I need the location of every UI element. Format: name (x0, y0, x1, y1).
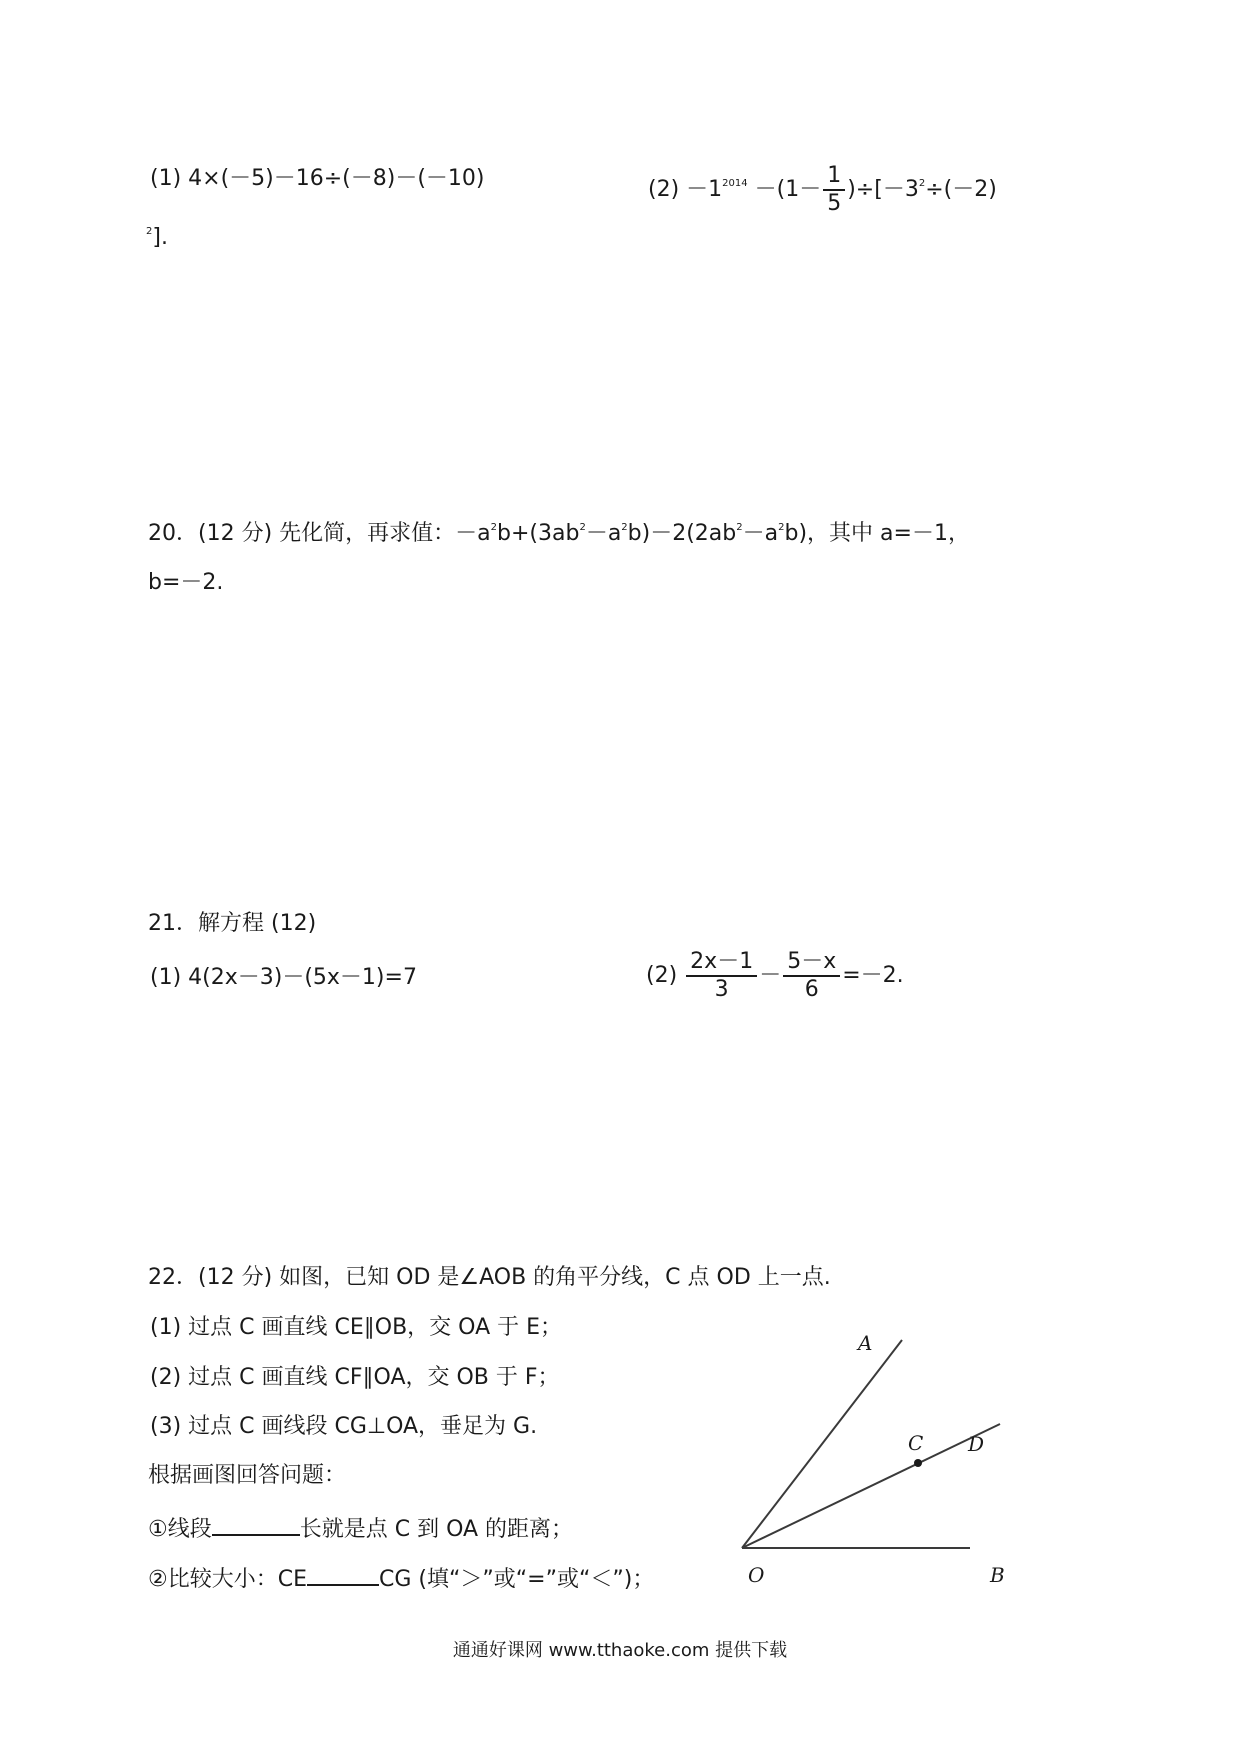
q20-square-4: 2 (736, 522, 743, 533)
q22-question-2-prefix: ②比较大小：CE (148, 1567, 307, 1592)
q19-part2-term-c: )÷[－3 (847, 177, 919, 202)
q19-part1: (1) 4×(－5)－16÷(－8)－(－10) (150, 166, 485, 191)
q20-square-1: 2 (490, 522, 497, 533)
q19-part2 (648, 163, 997, 217)
ray-OD (742, 1424, 1000, 1548)
q22-question-2-suffix: CG (填“＞”或“=”或“＜”)； (379, 1567, 655, 1592)
q19-part2-term-d: ÷(－2) (925, 177, 997, 202)
q20-text-c: －a (585, 521, 622, 546)
q22-question-2 (148, 1560, 654, 1596)
answer-blank-2[interactable] (307, 1560, 379, 1586)
q19-continuation-end: ]. (152, 225, 168, 250)
angle-bisector-figure (730, 1320, 1020, 1600)
label-B: B (990, 1563, 1005, 1587)
page-footer: 通通好课网 www.tthaoke.com 提供下载 (452, 1640, 788, 1661)
q21-fraction-2 (783, 949, 840, 1003)
q20-square-5: 2 (778, 522, 785, 533)
q22-step-1: (1) 过点 C 画直线 CE∥OB，交 OA 于 E； (150, 1315, 563, 1340)
q22-question-1 (148, 1510, 573, 1546)
q21-fraction-2-numerator: 5－x (783, 949, 840, 977)
q22-question-1-suffix: 长就是点 C 到 OA 的距离； (299, 1517, 574, 1542)
label-A: A (858, 1331, 873, 1355)
q21-part2-label: (2) (646, 963, 678, 988)
q20-text-a: 20．(12 分) 先化简，再求值：－a (148, 521, 491, 546)
q21-part2 (646, 944, 904, 1008)
q20-square-2: 2 (579, 522, 586, 533)
q21-fraction-2-denominator: 6 (804, 977, 819, 1002)
q21-fraction-1 (686, 949, 757, 1003)
q19-continuation-exponent: 2 (146, 226, 153, 237)
q19-part2-continuation (146, 222, 168, 254)
q19-part2-label: (2) (648, 177, 680, 202)
q20-text-d: b)－2(2ab (627, 521, 737, 546)
label-C: C (908, 1431, 924, 1455)
q22-question-1-prefix: ①线段 (148, 1517, 212, 1542)
q20-square-3: 2 (621, 522, 628, 533)
q21-fraction-1-denominator: 3 (714, 977, 729, 1002)
q19-part2-term-a: －1 (686, 177, 723, 202)
q20-text-b: b+(3ab (497, 521, 580, 546)
q22-title: 22．(12 分) 如图，已知 OD 是∠AOB 的角平分线，C 点 OD 上一点. (148, 1265, 831, 1290)
q21-minus: － (759, 963, 782, 988)
q19-exponent-square: 2 (918, 178, 926, 189)
q19-exponent-2014: 2014 (722, 178, 748, 189)
point-C (914, 1459, 922, 1467)
q21-title: 21．解方程 (12) (148, 911, 317, 936)
q20-line2: b=－2. (148, 570, 224, 595)
q21-rhs: =－2. (842, 963, 904, 988)
label-D: D (968, 1432, 985, 1456)
answer-blank-1[interactable] (212, 1510, 300, 1536)
q20-text-e: －a (742, 521, 779, 546)
q22-instruction: 根据画图回答问题： (148, 1463, 347, 1488)
q19-part2-term-b: －(1－ (754, 177, 822, 202)
q20-text-f: b)，其中 a=－1， (784, 521, 970, 546)
q22-step-2: (2) 过点 C 画直线 CF∥OA，交 OB 于 F； (150, 1365, 560, 1390)
ray-OA (742, 1340, 902, 1548)
q19-fraction-numerator: 1 (823, 163, 845, 191)
q22-step-3: (3) 过点 C 画线段 CG⊥OA，垂足为 G. (150, 1414, 538, 1439)
q21-fraction-1-numerator: 2x－1 (686, 949, 757, 977)
q19-fraction (823, 163, 845, 217)
q20-line1 (148, 518, 970, 550)
q19-fraction-denominator: 5 (827, 191, 842, 216)
q21-part1: (1) 4(2x－3)－(5x－1)=7 (150, 965, 417, 990)
label-O: O (748, 1563, 765, 1587)
